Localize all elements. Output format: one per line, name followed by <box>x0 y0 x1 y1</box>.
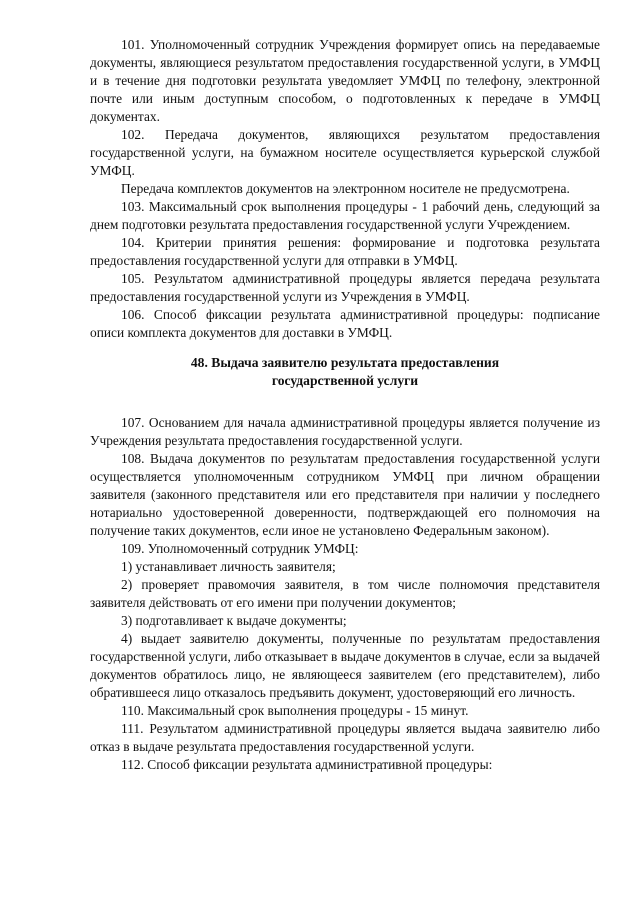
paragraph-104: 104. Критерии принятия решения: формирование и подготовка результата предоставления государственной услуги для отправки в УМФЦ. <box>90 235 600 268</box>
paragraph-103: 103. Максимальный срок выполнения процедуры - 1 рабочий день, следующий за днем подготовки результата предоставления государственной услуги Учреждением. <box>90 199 600 232</box>
paragraph-108: 108. Выдача документов по результатам предоставления государственной услуги осуществляется уполномоченным сотрудником УМФЦ при личном обращении заявителя (законного представителя или его представителя при наличии у последнего нотариально удостоверенной доверенности, подтверждающей его полномочия на получение таких документов, если иное не установлено Федеральным законом). <box>90 451 600 538</box>
paragraph-105: 105. Результатом административной процедуры является передача результата предоставления государственной услуги из Учреждения в УМФЦ. <box>90 271 600 304</box>
paragraph-102-note: Передача комплектов документов на электронном носителе не предусмотрена. <box>121 181 570 196</box>
paragraph-110: 110. Максимальный срок выполнения процедуры - 15 минут. <box>121 703 469 718</box>
section-heading <box>90 354 600 390</box>
paragraph-107: 107. Основанием для начала административной процедуры является получение из Учреждения результата предоставления государственной услуги. <box>90 415 600 448</box>
paragraph-101: 101. Уполномоченный сотрудник Учреждения формирует опись на передаваемые документы, являющиеся результатом предоставления государственной услуги, в УМФЦ и в течение дня подготовки результата уведомляет УМФЦ по телефону, электронной почте или иным доступным способом, о подготовленных к передаче в УМФЦ документах. <box>90 37 600 124</box>
paragraph-102: 102. Передача документов, являющихся результатом предоставления государственной услуги, на бумажном носителе осуществляется курьерской службой УМФЦ. <box>90 127 600 178</box>
paragraph-109: 109. Уполномоченный сотрудник УМФЦ: <box>121 541 359 556</box>
list-item-2: 2) проверяет правомочия заявителя, в том числе полномочия представителя заявителя действовать от его имени при получении документов; <box>90 577 600 610</box>
paragraph-106: 106. Способ фиксации результата административной процедуры: подписание описи комплекта документов для доставки в УМФЦ. <box>90 307 600 340</box>
list-item-1: 1) устанавливает личность заявителя; <box>121 559 336 574</box>
paragraph-112: 112. Способ фиксации результата административной процедуры: <box>121 757 493 772</box>
list-item-3: 3) подготавливает к выдаче документы; <box>121 613 347 628</box>
section-heading-line2: государственной услуги <box>271 373 419 388</box>
section-heading-line1: 48. Выдача заявителю результата предоставления <box>190 355 500 370</box>
paragraph-111: 111. Результатом административной процедуры является выдача заявителю либо отказ в выдаче результата предоставления государственной услуги. <box>90 721 600 754</box>
list-item-4: 4) выдает заявителю документы, полученные по результатам предоставления государственной услуги, либо отказывает в выдаче документов в случае, если за выдачей документов обратилось лицо, не являющееся заявителем (его представителем), либо обратившееся лицо отказалось предъявить документ, удостоверяющий его личность. <box>90 631 600 700</box>
